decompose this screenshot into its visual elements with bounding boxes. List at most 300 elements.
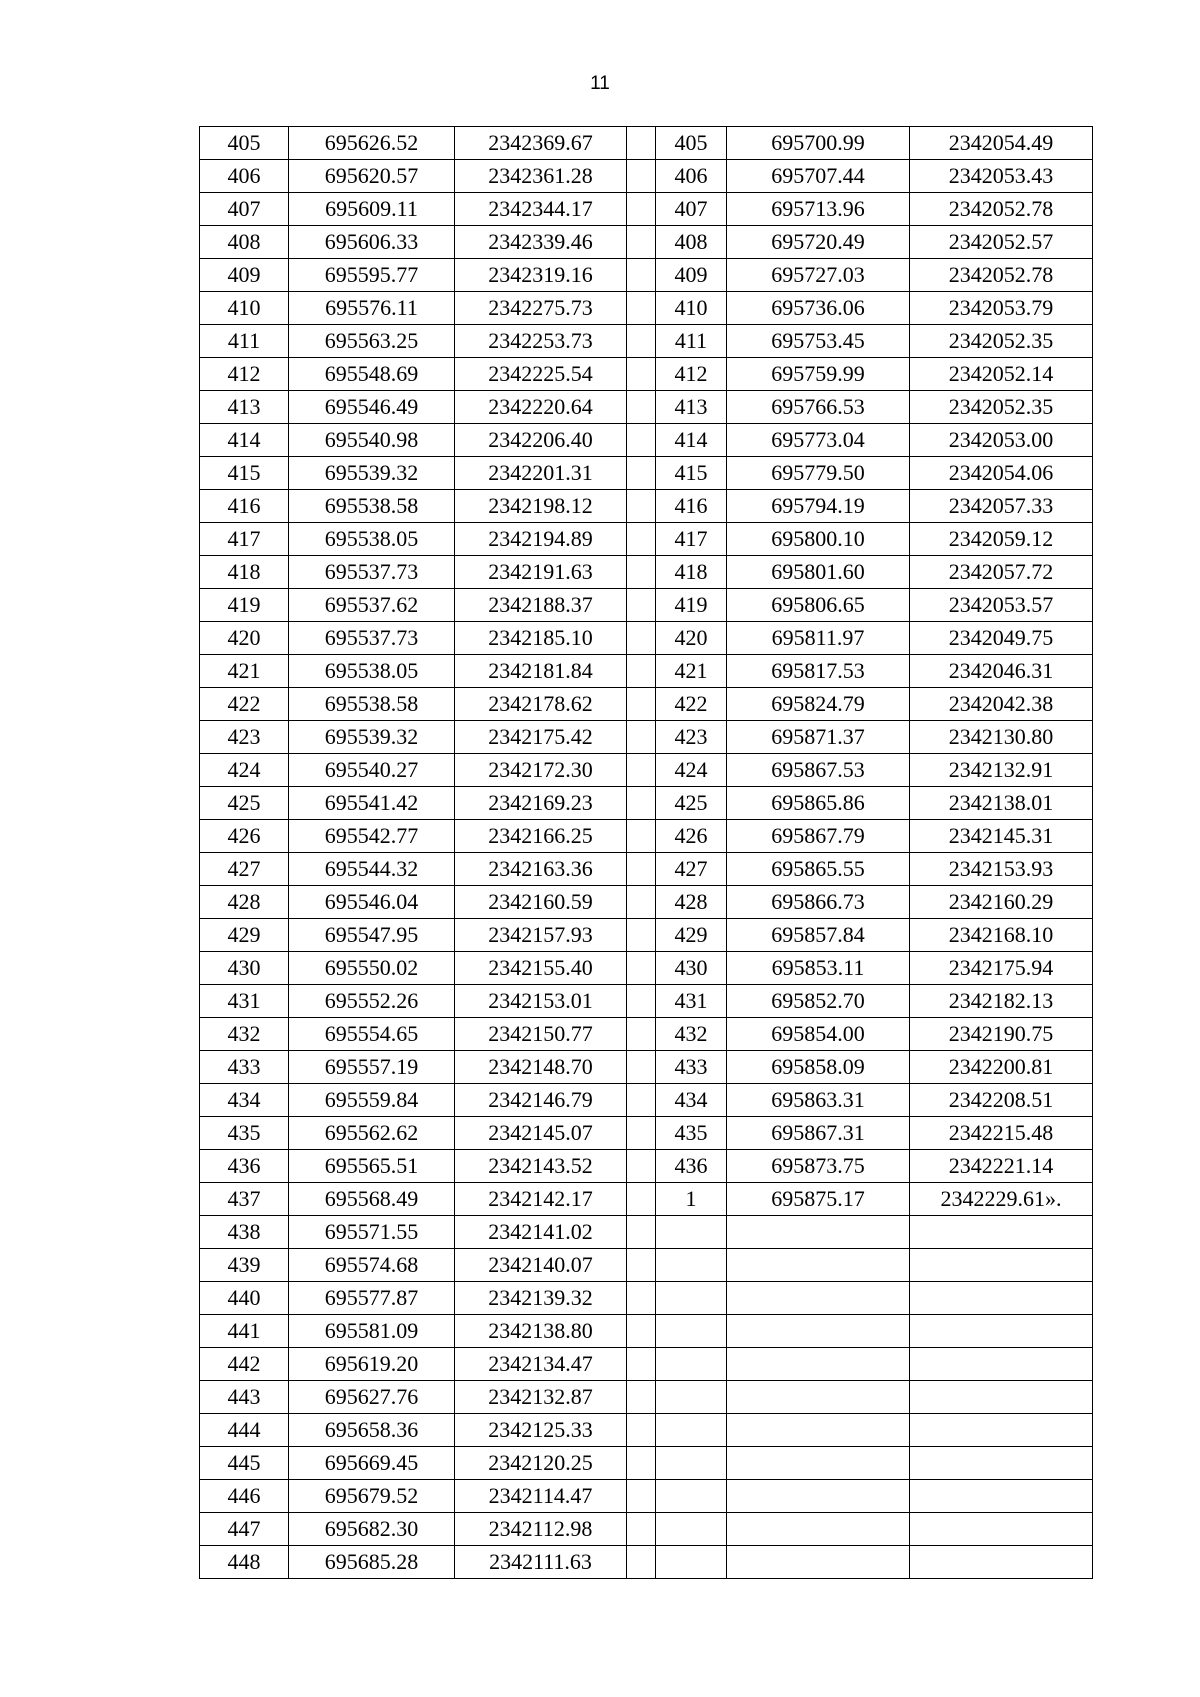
right-y-coordinate-cell bbox=[910, 1381, 1093, 1414]
left-point-number-cell: 410 bbox=[200, 292, 289, 325]
left-point-number-cell: 419 bbox=[200, 589, 289, 622]
right-y-coordinate-cell: 2342052.35 bbox=[910, 391, 1093, 424]
separator-cell bbox=[627, 1282, 656, 1315]
left-x-coordinate-cell: 695658.36 bbox=[289, 1414, 455, 1447]
table-row bbox=[200, 127, 1093, 160]
table-row bbox=[200, 886, 1093, 919]
separator-cell bbox=[627, 787, 656, 820]
left-y-coordinate-cell: 2342198.12 bbox=[455, 490, 627, 523]
right-x-coordinate-cell: 695858.09 bbox=[727, 1051, 910, 1084]
left-x-coordinate-cell: 695563.25 bbox=[289, 325, 455, 358]
right-point-number-cell bbox=[656, 1216, 727, 1249]
left-x-coordinate-cell: 695552.26 bbox=[289, 985, 455, 1018]
right-y-coordinate-cell bbox=[910, 1249, 1093, 1282]
left-point-number-cell: 406 bbox=[200, 160, 289, 193]
table-row bbox=[200, 1414, 1093, 1447]
right-point-number-cell bbox=[656, 1480, 727, 1513]
separator-cell bbox=[627, 1447, 656, 1480]
table-row bbox=[200, 721, 1093, 754]
right-point-number-cell bbox=[656, 1513, 727, 1546]
left-point-number-cell: 421 bbox=[200, 655, 289, 688]
right-x-coordinate-cell bbox=[727, 1480, 910, 1513]
right-point-number-cell: 431 bbox=[656, 985, 727, 1018]
separator-cell bbox=[627, 1216, 656, 1249]
separator-cell bbox=[627, 820, 656, 853]
separator-cell bbox=[627, 127, 656, 160]
left-point-number-cell: 436 bbox=[200, 1150, 289, 1183]
left-x-coordinate-cell: 695571.55 bbox=[289, 1216, 455, 1249]
left-y-coordinate-cell: 2342143.52 bbox=[455, 1150, 627, 1183]
left-point-number-cell: 415 bbox=[200, 457, 289, 490]
separator-cell bbox=[627, 457, 656, 490]
right-y-coordinate-cell: 2342053.57 bbox=[910, 589, 1093, 622]
left-point-number-cell: 425 bbox=[200, 787, 289, 820]
left-x-coordinate-cell: 695547.95 bbox=[289, 919, 455, 952]
right-x-coordinate-cell bbox=[727, 1315, 910, 1348]
right-point-number-cell: 430 bbox=[656, 952, 727, 985]
right-x-coordinate-cell: 695865.86 bbox=[727, 787, 910, 820]
right-y-coordinate-cell: 2342052.78 bbox=[910, 193, 1093, 226]
right-point-number-cell: 424 bbox=[656, 754, 727, 787]
separator-cell bbox=[627, 226, 656, 259]
table-row bbox=[200, 556, 1093, 589]
right-point-number-cell: 412 bbox=[656, 358, 727, 391]
right-x-coordinate-cell bbox=[727, 1249, 910, 1282]
table-row bbox=[200, 853, 1093, 886]
right-y-coordinate-cell: 2342221.14 bbox=[910, 1150, 1093, 1183]
right-y-coordinate-cell: 2342138.01 bbox=[910, 787, 1093, 820]
separator-cell bbox=[627, 1315, 656, 1348]
left-x-coordinate-cell: 695542.77 bbox=[289, 820, 455, 853]
separator-cell bbox=[627, 193, 656, 226]
right-x-coordinate-cell bbox=[727, 1282, 910, 1315]
table-row bbox=[200, 1018, 1093, 1051]
separator-cell bbox=[627, 1018, 656, 1051]
separator-cell bbox=[627, 886, 656, 919]
right-y-coordinate-cell: 2342057.33 bbox=[910, 490, 1093, 523]
right-x-coordinate-cell: 695759.99 bbox=[727, 358, 910, 391]
right-point-number-cell: 419 bbox=[656, 589, 727, 622]
left-y-coordinate-cell: 2342172.30 bbox=[455, 754, 627, 787]
left-y-coordinate-cell: 2342142.17 bbox=[455, 1183, 627, 1216]
right-x-coordinate-cell: 695753.45 bbox=[727, 325, 910, 358]
left-point-number-cell: 411 bbox=[200, 325, 289, 358]
left-x-coordinate-cell: 695568.49 bbox=[289, 1183, 455, 1216]
right-y-coordinate-cell: 2342145.31 bbox=[910, 820, 1093, 853]
separator-cell bbox=[627, 292, 656, 325]
left-point-number-cell: 412 bbox=[200, 358, 289, 391]
separator-cell bbox=[627, 325, 656, 358]
right-y-coordinate-cell bbox=[910, 1348, 1093, 1381]
left-x-coordinate-cell: 695679.52 bbox=[289, 1480, 455, 1513]
right-x-coordinate-cell: 695867.53 bbox=[727, 754, 910, 787]
left-y-coordinate-cell: 2342160.59 bbox=[455, 886, 627, 919]
table-row bbox=[200, 688, 1093, 721]
left-x-coordinate-cell: 695538.05 bbox=[289, 523, 455, 556]
left-point-number-cell: 430 bbox=[200, 952, 289, 985]
right-y-coordinate-cell: 2342053.79 bbox=[910, 292, 1093, 325]
left-x-coordinate-cell: 695620.57 bbox=[289, 160, 455, 193]
left-y-coordinate-cell: 2342134.47 bbox=[455, 1348, 627, 1381]
left-x-coordinate-cell: 695540.27 bbox=[289, 754, 455, 787]
left-x-coordinate-cell: 695539.32 bbox=[289, 457, 455, 490]
right-point-number-cell: 432 bbox=[656, 1018, 727, 1051]
right-x-coordinate-cell bbox=[727, 1513, 910, 1546]
left-x-coordinate-cell: 695595.77 bbox=[289, 259, 455, 292]
left-x-coordinate-cell: 695550.02 bbox=[289, 952, 455, 985]
right-y-coordinate-cell bbox=[910, 1282, 1093, 1315]
right-y-coordinate-cell bbox=[910, 1546, 1093, 1579]
coordinates-table-body bbox=[200, 127, 1093, 1579]
table-row bbox=[200, 787, 1093, 820]
right-point-number-cell: 409 bbox=[656, 259, 727, 292]
left-y-coordinate-cell: 2342157.93 bbox=[455, 919, 627, 952]
right-x-coordinate-cell: 695867.31 bbox=[727, 1117, 910, 1150]
table-row bbox=[200, 1546, 1093, 1579]
separator-cell bbox=[627, 688, 656, 721]
right-x-coordinate-cell: 695865.55 bbox=[727, 853, 910, 886]
right-y-coordinate-cell: 2342052.14 bbox=[910, 358, 1093, 391]
left-y-coordinate-cell: 2342153.01 bbox=[455, 985, 627, 1018]
right-x-coordinate-cell: 695720.49 bbox=[727, 226, 910, 259]
left-y-coordinate-cell: 2342138.80 bbox=[455, 1315, 627, 1348]
separator-cell bbox=[627, 952, 656, 985]
right-y-coordinate-cell: 2342053.00 bbox=[910, 424, 1093, 457]
right-x-coordinate-cell: 695871.37 bbox=[727, 721, 910, 754]
left-point-number-cell: 409 bbox=[200, 259, 289, 292]
table-row bbox=[200, 1315, 1093, 1348]
right-point-number-cell: 435 bbox=[656, 1117, 727, 1150]
right-x-coordinate-cell: 695736.06 bbox=[727, 292, 910, 325]
left-point-number-cell: 441 bbox=[200, 1315, 289, 1348]
left-y-coordinate-cell: 2342319.16 bbox=[455, 259, 627, 292]
right-x-coordinate-cell: 695863.31 bbox=[727, 1084, 910, 1117]
right-x-coordinate-cell: 695854.00 bbox=[727, 1018, 910, 1051]
separator-cell bbox=[627, 523, 656, 556]
left-y-coordinate-cell: 2342112.98 bbox=[455, 1513, 627, 1546]
right-x-coordinate-cell bbox=[727, 1381, 910, 1414]
right-x-coordinate-cell: 695800.10 bbox=[727, 523, 910, 556]
left-point-number-cell: 431 bbox=[200, 985, 289, 1018]
separator-cell bbox=[627, 655, 656, 688]
left-point-number-cell: 427 bbox=[200, 853, 289, 886]
right-point-number-cell: 428 bbox=[656, 886, 727, 919]
table-row bbox=[200, 1381, 1093, 1414]
left-point-number-cell: 413 bbox=[200, 391, 289, 424]
separator-cell bbox=[627, 985, 656, 1018]
left-x-coordinate-cell: 695546.49 bbox=[289, 391, 455, 424]
right-x-coordinate-cell bbox=[727, 1546, 910, 1579]
right-y-coordinate-cell bbox=[910, 1447, 1093, 1480]
table-row bbox=[200, 1183, 1093, 1216]
right-y-coordinate-cell: 2342153.93 bbox=[910, 853, 1093, 886]
table-row bbox=[200, 1282, 1093, 1315]
left-point-number-cell: 423 bbox=[200, 721, 289, 754]
table-row bbox=[200, 1117, 1093, 1150]
left-point-number-cell: 416 bbox=[200, 490, 289, 523]
left-point-number-cell: 429 bbox=[200, 919, 289, 952]
table-row bbox=[200, 424, 1093, 457]
table-row bbox=[200, 1216, 1093, 1249]
right-point-number-cell bbox=[656, 1381, 727, 1414]
left-x-coordinate-cell: 695682.30 bbox=[289, 1513, 455, 1546]
left-y-coordinate-cell: 2342175.42 bbox=[455, 721, 627, 754]
table-row bbox=[200, 193, 1093, 226]
left-y-coordinate-cell: 2342275.73 bbox=[455, 292, 627, 325]
separator-cell bbox=[627, 556, 656, 589]
table-row bbox=[200, 1249, 1093, 1282]
table-row bbox=[200, 985, 1093, 1018]
right-point-number-cell: 408 bbox=[656, 226, 727, 259]
left-x-coordinate-cell: 695557.19 bbox=[289, 1051, 455, 1084]
left-x-coordinate-cell: 695626.52 bbox=[289, 127, 455, 160]
separator-cell bbox=[627, 160, 656, 193]
right-x-coordinate-cell: 695727.03 bbox=[727, 259, 910, 292]
left-point-number-cell: 405 bbox=[200, 127, 289, 160]
right-y-coordinate-cell: 2342054.49 bbox=[910, 127, 1093, 160]
right-x-coordinate-cell bbox=[727, 1216, 910, 1249]
left-point-number-cell: 422 bbox=[200, 688, 289, 721]
left-x-coordinate-cell: 695538.58 bbox=[289, 490, 455, 523]
left-x-coordinate-cell: 695685.28 bbox=[289, 1546, 455, 1579]
left-y-coordinate-cell: 2342194.89 bbox=[455, 523, 627, 556]
left-point-number-cell: 447 bbox=[200, 1513, 289, 1546]
table-row bbox=[200, 523, 1093, 556]
left-x-coordinate-cell: 695548.69 bbox=[289, 358, 455, 391]
right-x-coordinate-cell: 695824.79 bbox=[727, 688, 910, 721]
table-row bbox=[200, 1348, 1093, 1381]
left-point-number-cell: 443 bbox=[200, 1381, 289, 1414]
left-point-number-cell: 437 bbox=[200, 1183, 289, 1216]
table-row bbox=[200, 1150, 1093, 1183]
right-point-number-cell: 436 bbox=[656, 1150, 727, 1183]
right-x-coordinate-cell: 695857.84 bbox=[727, 919, 910, 952]
table-row bbox=[200, 1051, 1093, 1084]
left-x-coordinate-cell: 695538.58 bbox=[289, 688, 455, 721]
right-x-coordinate-cell: 695875.17 bbox=[727, 1183, 910, 1216]
left-y-coordinate-cell: 2342344.17 bbox=[455, 193, 627, 226]
right-x-coordinate-cell: 695713.96 bbox=[727, 193, 910, 226]
table-row bbox=[200, 160, 1093, 193]
separator-cell bbox=[627, 1381, 656, 1414]
table-row bbox=[200, 655, 1093, 688]
right-x-coordinate-cell: 695700.99 bbox=[727, 127, 910, 160]
separator-cell bbox=[627, 490, 656, 523]
left-y-coordinate-cell: 2342155.40 bbox=[455, 952, 627, 985]
right-point-number-cell bbox=[656, 1249, 727, 1282]
right-y-coordinate-cell bbox=[910, 1480, 1093, 1513]
right-y-coordinate-cell: 2342053.43 bbox=[910, 160, 1093, 193]
right-point-number-cell bbox=[656, 1282, 727, 1315]
table-row bbox=[200, 589, 1093, 622]
left-y-coordinate-cell: 2342125.33 bbox=[455, 1414, 627, 1447]
left-point-number-cell: 407 bbox=[200, 193, 289, 226]
left-y-coordinate-cell: 2342148.70 bbox=[455, 1051, 627, 1084]
separator-cell bbox=[627, 721, 656, 754]
left-point-number-cell: 432 bbox=[200, 1018, 289, 1051]
left-point-number-cell: 433 bbox=[200, 1051, 289, 1084]
right-x-coordinate-cell: 695867.79 bbox=[727, 820, 910, 853]
right-point-number-cell: 416 bbox=[656, 490, 727, 523]
left-point-number-cell: 434 bbox=[200, 1084, 289, 1117]
left-y-coordinate-cell: 2342253.73 bbox=[455, 325, 627, 358]
left-x-coordinate-cell: 695537.62 bbox=[289, 589, 455, 622]
table-row bbox=[200, 1480, 1093, 1513]
left-x-coordinate-cell: 695540.98 bbox=[289, 424, 455, 457]
right-y-coordinate-cell bbox=[910, 1414, 1093, 1447]
right-y-coordinate-cell: 2342190.75 bbox=[910, 1018, 1093, 1051]
right-y-coordinate-cell: 2342175.94 bbox=[910, 952, 1093, 985]
left-point-number-cell: 417 bbox=[200, 523, 289, 556]
right-point-number-cell bbox=[656, 1348, 727, 1381]
left-point-number-cell: 439 bbox=[200, 1249, 289, 1282]
right-x-coordinate-cell: 695779.50 bbox=[727, 457, 910, 490]
right-point-number-cell: 415 bbox=[656, 457, 727, 490]
left-y-coordinate-cell: 2342178.62 bbox=[455, 688, 627, 721]
right-x-coordinate-cell: 695707.44 bbox=[727, 160, 910, 193]
separator-cell bbox=[627, 622, 656, 655]
right-y-coordinate-cell: 2342130.80 bbox=[910, 721, 1093, 754]
left-point-number-cell: 446 bbox=[200, 1480, 289, 1513]
right-point-number-cell: 407 bbox=[656, 193, 727, 226]
right-point-number-cell: 405 bbox=[656, 127, 727, 160]
left-x-coordinate-cell: 695539.32 bbox=[289, 721, 455, 754]
separator-cell bbox=[627, 1414, 656, 1447]
table-row bbox=[200, 358, 1093, 391]
right-y-coordinate-cell: 2342052.35 bbox=[910, 325, 1093, 358]
left-x-coordinate-cell: 695609.11 bbox=[289, 193, 455, 226]
right-y-coordinate-cell: 2342229.61». bbox=[910, 1183, 1093, 1216]
right-x-coordinate-cell: 695801.60 bbox=[727, 556, 910, 589]
left-point-number-cell: 414 bbox=[200, 424, 289, 457]
right-y-coordinate-cell: 2342059.12 bbox=[910, 523, 1093, 556]
left-y-coordinate-cell: 2342141.02 bbox=[455, 1216, 627, 1249]
table-row bbox=[200, 622, 1093, 655]
right-point-number-cell: 413 bbox=[656, 391, 727, 424]
left-point-number-cell: 408 bbox=[200, 226, 289, 259]
right-point-number-cell bbox=[656, 1414, 727, 1447]
right-point-number-cell: 422 bbox=[656, 688, 727, 721]
left-x-coordinate-cell: 695554.65 bbox=[289, 1018, 455, 1051]
right-x-coordinate-cell: 695806.65 bbox=[727, 589, 910, 622]
left-y-coordinate-cell: 2342114.47 bbox=[455, 1480, 627, 1513]
table-row bbox=[200, 292, 1093, 325]
left-y-coordinate-cell: 2342339.46 bbox=[455, 226, 627, 259]
left-y-coordinate-cell: 2342188.37 bbox=[455, 589, 627, 622]
right-x-coordinate-cell bbox=[727, 1414, 910, 1447]
right-x-coordinate-cell: 695853.11 bbox=[727, 952, 910, 985]
left-x-coordinate-cell: 695606.33 bbox=[289, 226, 455, 259]
left-x-coordinate-cell: 695581.09 bbox=[289, 1315, 455, 1348]
left-y-coordinate-cell: 2342181.84 bbox=[455, 655, 627, 688]
right-y-coordinate-cell: 2342042.38 bbox=[910, 688, 1093, 721]
table-row bbox=[200, 820, 1093, 853]
right-y-coordinate-cell: 2342182.13 bbox=[910, 985, 1093, 1018]
right-x-coordinate-cell bbox=[727, 1447, 910, 1480]
separator-cell bbox=[627, 424, 656, 457]
left-y-coordinate-cell: 2342369.67 bbox=[455, 127, 627, 160]
separator-cell bbox=[627, 589, 656, 622]
page-number: 11 bbox=[590, 73, 610, 94]
table-row bbox=[200, 226, 1093, 259]
right-x-coordinate-cell: 695873.75 bbox=[727, 1150, 910, 1183]
right-x-coordinate-cell bbox=[727, 1348, 910, 1381]
right-point-number-cell: 420 bbox=[656, 622, 727, 655]
left-y-coordinate-cell: 2342145.07 bbox=[455, 1117, 627, 1150]
left-y-coordinate-cell: 2342185.10 bbox=[455, 622, 627, 655]
right-y-coordinate-cell: 2342052.57 bbox=[910, 226, 1093, 259]
left-y-coordinate-cell: 2342111.63 bbox=[455, 1546, 627, 1579]
right-point-number-cell: 417 bbox=[656, 523, 727, 556]
right-y-coordinate-cell: 2342057.72 bbox=[910, 556, 1093, 589]
right-point-number-cell: 434 bbox=[656, 1084, 727, 1117]
right-point-number-cell: 418 bbox=[656, 556, 727, 589]
table-row bbox=[200, 1084, 1093, 1117]
left-y-coordinate-cell: 2342166.25 bbox=[455, 820, 627, 853]
left-x-coordinate-cell: 695565.51 bbox=[289, 1150, 455, 1183]
right-point-number-cell: 426 bbox=[656, 820, 727, 853]
left-y-coordinate-cell: 2342206.40 bbox=[455, 424, 627, 457]
right-y-coordinate-cell: 2342168.10 bbox=[910, 919, 1093, 952]
separator-cell bbox=[627, 1084, 656, 1117]
left-x-coordinate-cell: 695576.11 bbox=[289, 292, 455, 325]
left-y-coordinate-cell: 2342225.54 bbox=[455, 358, 627, 391]
left-y-coordinate-cell: 2342220.64 bbox=[455, 391, 627, 424]
left-point-number-cell: 442 bbox=[200, 1348, 289, 1381]
right-y-coordinate-cell bbox=[910, 1315, 1093, 1348]
left-x-coordinate-cell: 695537.73 bbox=[289, 556, 455, 589]
left-point-number-cell: 420 bbox=[200, 622, 289, 655]
separator-cell bbox=[627, 358, 656, 391]
table-row bbox=[200, 325, 1093, 358]
left-y-coordinate-cell: 2342361.28 bbox=[455, 160, 627, 193]
right-x-coordinate-cell: 695766.53 bbox=[727, 391, 910, 424]
separator-cell bbox=[627, 1117, 656, 1150]
table-row bbox=[200, 919, 1093, 952]
table-row bbox=[200, 490, 1093, 523]
left-y-coordinate-cell: 2342191.63 bbox=[455, 556, 627, 589]
left-point-number-cell: 438 bbox=[200, 1216, 289, 1249]
left-point-number-cell: 426 bbox=[200, 820, 289, 853]
right-point-number-cell bbox=[656, 1546, 727, 1579]
right-x-coordinate-cell: 695866.73 bbox=[727, 886, 910, 919]
left-point-number-cell: 424 bbox=[200, 754, 289, 787]
right-y-coordinate-cell bbox=[910, 1216, 1093, 1249]
separator-cell bbox=[627, 391, 656, 424]
right-x-coordinate-cell: 695773.04 bbox=[727, 424, 910, 457]
right-y-coordinate-cell: 2342160.29 bbox=[910, 886, 1093, 919]
right-point-number-cell: 425 bbox=[656, 787, 727, 820]
right-x-coordinate-cell: 695852.70 bbox=[727, 985, 910, 1018]
separator-cell bbox=[627, 754, 656, 787]
right-y-coordinate-cell: 2342200.81 bbox=[910, 1051, 1093, 1084]
right-point-number-cell: 1 bbox=[656, 1183, 727, 1216]
left-x-coordinate-cell: 695546.04 bbox=[289, 886, 455, 919]
left-point-number-cell: 418 bbox=[200, 556, 289, 589]
right-point-number-cell: 427 bbox=[656, 853, 727, 886]
separator-cell bbox=[627, 1348, 656, 1381]
left-x-coordinate-cell: 695669.45 bbox=[289, 1447, 455, 1480]
left-y-coordinate-cell: 2342201.31 bbox=[455, 457, 627, 490]
right-point-number-cell: 433 bbox=[656, 1051, 727, 1084]
separator-cell bbox=[627, 259, 656, 292]
table-row bbox=[200, 1513, 1093, 1546]
separator-cell bbox=[627, 1480, 656, 1513]
right-y-coordinate-cell: 2342049.75 bbox=[910, 622, 1093, 655]
left-y-coordinate-cell: 2342132.87 bbox=[455, 1381, 627, 1414]
separator-cell bbox=[627, 853, 656, 886]
left-point-number-cell: 444 bbox=[200, 1414, 289, 1447]
